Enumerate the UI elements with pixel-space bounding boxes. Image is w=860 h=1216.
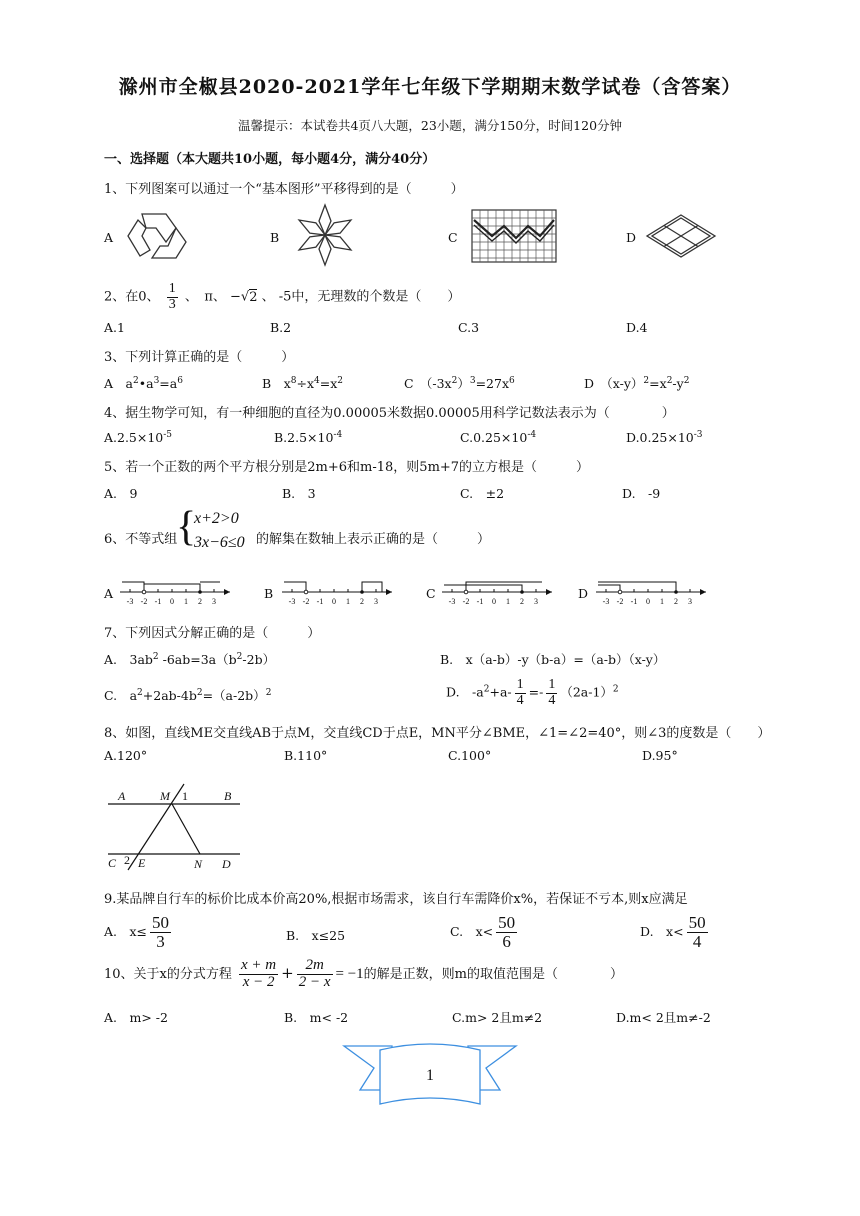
q10-frac1-den: x − 2: [242, 973, 275, 990]
q10-frac2-den: 2 − x: [298, 973, 331, 990]
q7-c-t2: +2ab-4b: [142, 688, 197, 703]
q9-c-num: 50: [498, 913, 516, 932]
q9-c-frac: [496, 914, 517, 951]
q9-c-text: C. x<: [450, 923, 494, 939]
q3-c-label: C: [404, 376, 414, 391]
q4-option-b: [274, 430, 342, 445]
q5-option-a: A. 9: [104, 486, 138, 501]
q3-b-s3: 2: [337, 375, 344, 386]
tick-label: 2: [198, 597, 202, 606]
page-number-ribbon: [340, 1038, 520, 1114]
tick-label: -2: [616, 597, 624, 606]
q7-d-frac1-num: 1: [516, 677, 524, 692]
q3-b-t2: ÷x: [296, 376, 315, 391]
tick-label: 0: [646, 597, 650, 606]
q2-option-b: B.2: [270, 320, 292, 335]
tick-label: -3: [126, 597, 134, 606]
q9-stem: 9.某品牌自行车的标价比成本价高20%,根据市场需求，该自行车需降价x%，若保证不亏本,则x应满足: [104, 892, 688, 907]
q6-label-b: B: [264, 586, 274, 601]
q3-option-a: [104, 374, 183, 392]
q3-d-s2: 2: [666, 375, 673, 386]
q6-numberline-c: [440, 572, 558, 612]
q9-c-den: 6: [502, 931, 511, 951]
q2-frac-den: 3: [168, 296, 176, 312]
q8-option-c: C.100°: [448, 748, 492, 763]
q3-c-t1: （-3x: [426, 376, 452, 391]
tick-label: -1: [476, 597, 484, 606]
q8-stem: 8、如图，直线ME交直线AB于点M，交直线CD于点E，MN平分∠BME，∠1=∠2=40°，则∠3的度数是（ ）: [104, 726, 771, 741]
closed-point: [520, 590, 524, 594]
q10-option-a: A. m> -2: [104, 1010, 168, 1025]
line-me: [128, 784, 184, 870]
q3-c-s3: 6: [509, 375, 515, 386]
q9-a-frac: [150, 914, 171, 951]
q7-c-t3: =（a-2b）: [202, 688, 266, 703]
q8-option-b: B.110°: [284, 748, 328, 763]
q3-b-label: B: [262, 376, 272, 391]
q4-d-exp: -3: [693, 430, 703, 440]
q7-option-c: [104, 686, 271, 704]
tick-label: -3: [448, 597, 456, 606]
q10-post: 的解是正数，则m的取值范围是（ ）: [363, 966, 623, 982]
label-a: A: [118, 789, 126, 803]
q4-option-d: [626, 430, 703, 445]
q2-pre: 2、在0、: [104, 289, 160, 305]
q9-a-den: 3: [156, 931, 165, 951]
q9-a-num: 50: [152, 913, 170, 932]
exam-tip: 温馨提示：本试卷共4页八大题，23小题，满分150分，时间120分钟: [237, 118, 623, 133]
axis-arrow: [224, 589, 230, 595]
tick-label: 0: [170, 597, 174, 606]
q1-label-c: C: [448, 230, 458, 245]
q6-label-c: C: [426, 586, 436, 601]
q7-a-s2: 2: [236, 651, 243, 662]
q3-b-s2: 4: [314, 375, 320, 386]
q7-a-s1: 2: [152, 651, 159, 662]
q2-fraction: [167, 282, 178, 312]
q5-option-b: B. 3: [282, 486, 316, 501]
q1-label-a: A: [104, 230, 114, 245]
q6-brace: {: [176, 504, 197, 550]
tick-label: -1: [154, 597, 162, 606]
q6-post: 的解集在数轴上表示正确的是（ ）: [256, 532, 491, 547]
q10-option-d: D.m< 2且m≠-2: [616, 1010, 711, 1025]
q7-option-b: B. x（a-b）-y（b-a）=（a-b）（x-y）: [440, 652, 666, 667]
q7-d-s3: 2: [612, 684, 619, 695]
q2-sqrt-sign: √: [240, 289, 250, 305]
q4-b-text: B.2.5×10: [274, 430, 334, 446]
label-d: D: [222, 857, 231, 871]
q5-stem: 5、若一个正数的两个平方根分别是2m+6和m-18，则5m+7的立方根是（ ）: [104, 460, 590, 475]
q4-c-text: C.0.25×10: [460, 430, 528, 446]
tick-label: -1: [316, 597, 324, 606]
tick-label: -2: [462, 597, 470, 606]
q1-figure-d: [644, 212, 718, 260]
q7-option-d: [446, 678, 619, 708]
tick-label: 0: [492, 597, 496, 606]
q1-figure-a: [120, 206, 200, 266]
axis-arrow: [700, 589, 706, 595]
q10-frac1-num: x + m: [241, 957, 277, 973]
q7-d-t2: +a-: [489, 684, 512, 700]
q1-figure-c: [470, 208, 560, 266]
tick-label: 2: [674, 597, 678, 606]
q9-d-frac: [687, 914, 708, 951]
q5-option-d: D. -9: [622, 486, 661, 501]
q7-d-frac2-den: 4: [548, 692, 556, 708]
tick-label: 1: [346, 597, 350, 606]
q7-a-t1: A. 3ab: [104, 652, 153, 667]
q3-d-t1: （x-y）: [606, 376, 644, 391]
q3-d-s1: 2: [643, 375, 650, 386]
q1-stem: 1、下列图案可以通过一个“基本图形”平移得到的是（ ）: [104, 182, 464, 197]
q8-option-d: D.95°: [642, 748, 678, 763]
q10-option-b: B. m< -2: [284, 1010, 349, 1025]
closed-point: [198, 590, 202, 594]
tick-label: 1: [660, 597, 664, 606]
q4-a-exp: -5: [163, 430, 173, 440]
solution-ray: [444, 585, 522, 592]
label-b: B: [224, 789, 232, 803]
section-heading: 一、选择题（本大题共10小题，每小题4分，满分40分）: [104, 152, 436, 167]
q9-option-a: [104, 914, 174, 951]
q1-figure-b: [290, 200, 360, 270]
q7-a-t2: -6ab=3a（b: [158, 652, 237, 667]
open-point: [464, 590, 468, 594]
q3-d-t3: -y: [672, 376, 684, 391]
q3-b-t3: =x: [319, 376, 338, 391]
q7-a-t3: -2b）: [242, 652, 276, 667]
q6-ineq-2: 3x−6≤0: [194, 534, 245, 551]
q3-b-s1: 8: [290, 375, 297, 386]
axis-arrow: [386, 589, 392, 595]
label-e: E: [138, 856, 146, 870]
tick-label: 2: [520, 597, 524, 606]
q10-frac1: [239, 958, 278, 991]
line-mn: [172, 804, 200, 854]
q3-c-t3: =27x: [475, 376, 509, 391]
q7-d-frac2-num: 1: [548, 677, 556, 692]
tick-label: -3: [602, 597, 610, 606]
q7-d-frac1-den: 4: [516, 692, 524, 708]
q6-numberline-b: [280, 572, 398, 612]
q10-frac2-num: 2m: [297, 958, 333, 975]
q4-stem: 4、据生物学可知，有一种细胞的直径为0.00005米数据0.00005用科学记数法表示为（ ）: [104, 406, 675, 421]
q10-pre: 10、关于x的分式方程: [104, 966, 232, 982]
q3-c-s1: 2: [451, 375, 458, 386]
q7-option-a: [104, 650, 275, 668]
q10-stem: [104, 958, 623, 991]
q7-d-frac2: [546, 678, 557, 708]
q3-a-s3: 6: [177, 375, 183, 386]
q5-option-c: C. ±2: [460, 486, 505, 501]
q6-numberline-a: [118, 572, 236, 612]
tick-label: 0: [332, 597, 336, 606]
q6-pre: 6、不等式组: [104, 532, 178, 547]
label-angle-2: 2: [124, 853, 130, 867]
q9-d-den: 4: [692, 931, 702, 951]
page-title: 滁州市全椒县2020-2021学年七年级下学期期末数学试卷（含答案）: [118, 76, 742, 98]
q7-d-t4: （2a-1）: [560, 684, 613, 700]
q3-d-label: D: [584, 376, 595, 391]
tick-label: -2: [302, 597, 310, 606]
q7-d-t1: D. -a: [446, 684, 484, 700]
tick-label: -1: [630, 597, 638, 606]
solution-ray: [362, 582, 382, 592]
q8-option-a: A.120°: [104, 748, 148, 763]
axis-arrow: [546, 589, 552, 595]
open-point: [142, 590, 146, 594]
q6-ineq-1: x+2>0: [194, 510, 239, 527]
q7-c-t1: C. a: [104, 688, 138, 703]
q9-a-text: A. x≤: [104, 923, 148, 939]
tick-label: -3: [288, 597, 296, 606]
label-n: N: [194, 857, 203, 871]
q3-option-d: [584, 374, 689, 392]
q4-b-exp: -4: [333, 430, 343, 440]
q2-mid: 、 π、 −: [184, 289, 241, 305]
q4-d-text: D.0.25×10: [626, 430, 694, 446]
q4-option-c: [460, 430, 536, 445]
q4-c-exp: -4: [527, 430, 537, 440]
page-number: 1: [426, 1067, 434, 1084]
solution-ray: [598, 582, 676, 592]
q2-option-a: A.1: [104, 320, 125, 335]
open-point: [304, 590, 308, 594]
q3-a-s1: 2: [133, 375, 139, 386]
q10-frac2: [297, 958, 333, 991]
q2-option-d: D.4: [626, 320, 648, 335]
solution-ray: [284, 582, 306, 592]
solution-ray: [598, 585, 620, 592]
q6-label-d: D: [578, 586, 589, 601]
q6-label-a: A: [104, 586, 114, 601]
tick-label: -2: [140, 597, 148, 606]
q9-option-d: [640, 914, 711, 951]
solution-ray: [122, 582, 144, 584]
q7-d-frac1: [515, 678, 526, 708]
q2-stem: [104, 282, 460, 312]
tick-label: 3: [534, 597, 538, 606]
q8-geometry-figure: [100, 778, 250, 878]
q9-d-text: D. x<: [640, 923, 684, 939]
q7-d-t3: =-: [528, 684, 544, 700]
q1-label-b: B: [270, 230, 280, 245]
label-c: C: [108, 856, 117, 870]
q7-c-s2: 2: [196, 687, 203, 698]
q3-option-c: [404, 374, 515, 392]
q3-d-t2: =x: [649, 376, 667, 391]
q2-option-c: C.3: [458, 320, 480, 335]
q7-c-s1: 2: [137, 687, 143, 698]
q2-post: 、 -5中，无理数的个数是（ ）: [261, 289, 461, 305]
q9-d-num: 50: [688, 913, 706, 932]
q6-numberline-d: [594, 572, 712, 612]
tick-label: 2: [360, 597, 364, 606]
q3-c-t2: ）: [457, 376, 470, 391]
q3-b-t1: x: [283, 376, 291, 391]
q7-stem: 7、下列因式分解正确的是（ ）: [104, 626, 321, 641]
label-angle-1: 1: [182, 789, 188, 803]
closed-point: [674, 590, 678, 594]
q3-option-b: [262, 374, 343, 392]
q7-d-s1: 2: [483, 684, 490, 695]
q3-d-s3: 2: [683, 375, 690, 386]
q2-sqrt-value: 2: [249, 289, 258, 305]
q9-option-b: B. x≤25: [286, 928, 346, 943]
q9-option-c: [450, 914, 520, 951]
q10-option-c: C.m> 2且m≠2: [452, 1010, 543, 1025]
q3-a-t1: a: [125, 376, 133, 391]
q7-c-s3: 2: [265, 687, 272, 698]
tick-label: 3: [688, 597, 692, 606]
q4-option-a: [104, 430, 172, 445]
q10-plus: +: [281, 963, 294, 982]
q10-eq: = −1: [335, 965, 364, 982]
q2-frac-num: 1: [168, 281, 176, 296]
q1-label-d: D: [626, 230, 637, 245]
closed-point: [360, 590, 364, 594]
label-m: M: [160, 789, 170, 803]
q4-a-text: A.2.5×10: [104, 430, 164, 446]
tick-label: 3: [374, 597, 378, 606]
solution-ray: [466, 582, 542, 592]
q3-a-t3: =a: [159, 376, 178, 391]
q3-a-s2: 3: [153, 375, 160, 386]
tick-label: 1: [184, 597, 188, 606]
tick-label: 3: [212, 597, 216, 606]
q3-c-s2: 3: [469, 375, 476, 386]
open-point: [618, 590, 622, 594]
q3-a-label: A: [104, 376, 114, 391]
tick-label: 1: [506, 597, 510, 606]
q3-stem: 3、下列计算正确的是（ ）: [104, 350, 295, 365]
q3-a-t2: •a: [138, 376, 154, 391]
